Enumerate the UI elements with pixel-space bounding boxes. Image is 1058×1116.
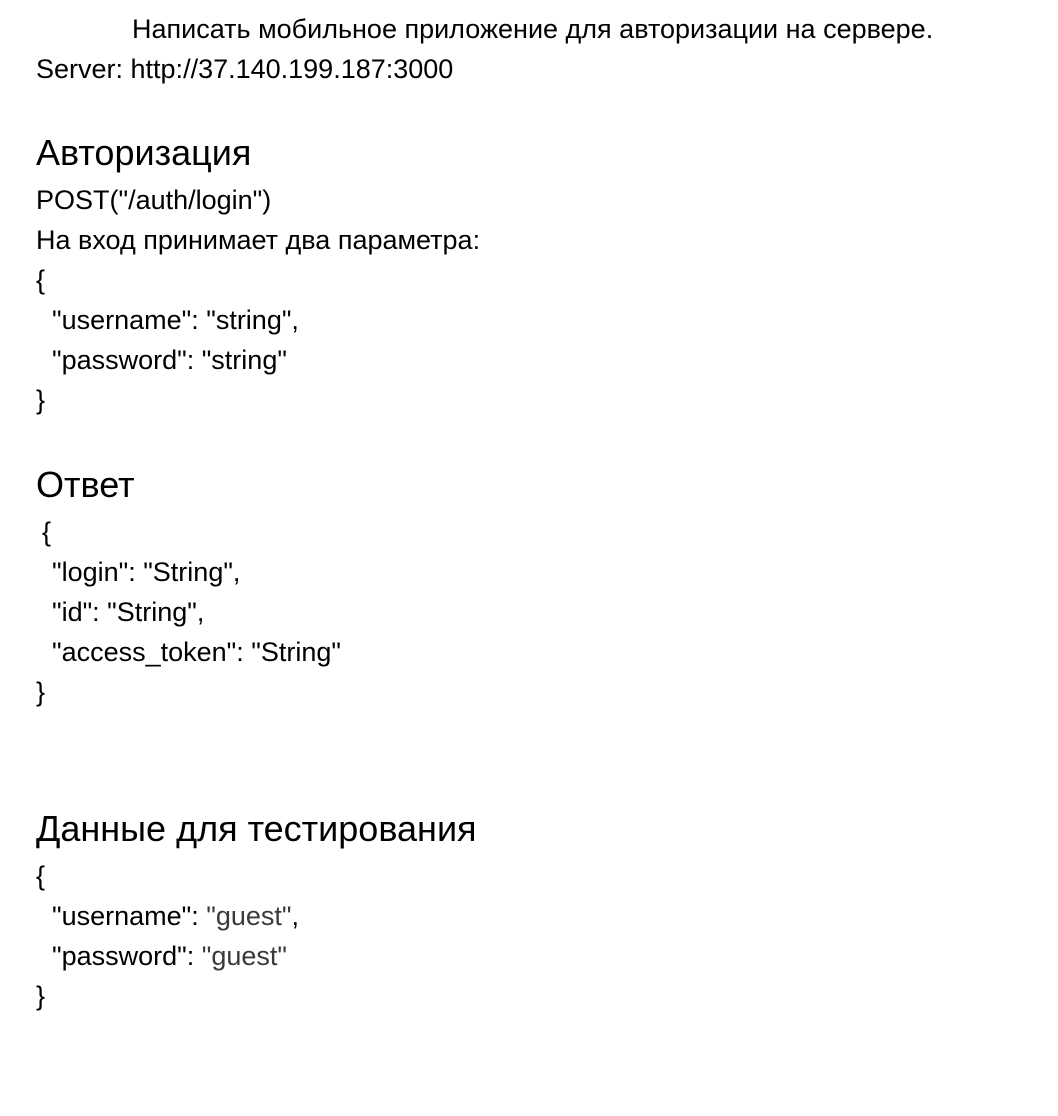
test-data-username-key: "username": — [52, 901, 207, 931]
test-data-open-brace: { — [36, 861, 46, 891]
response-heading: Ответ — [36, 464, 135, 505]
test-data-password — [52, 939, 287, 973]
auth-heading: Авторизация — [36, 132, 252, 173]
test-data-password-key: "password": — [52, 941, 202, 971]
response-token-field: "access_token": "String" — [52, 637, 341, 667]
auth-password-param: "password": "string" — [52, 345, 287, 375]
response-login-field: "login": "String", — [52, 557, 241, 587]
test-data-heading: Данные для тестирования — [36, 808, 477, 849]
auth-description: На вход принимает два параметра: — [36, 225, 481, 255]
response-open-brace: { — [42, 517, 52, 547]
auth-open-brace: { — [36, 265, 46, 295]
response-close-brace: } — [36, 677, 46, 707]
test-data-username — [52, 899, 299, 933]
test-data-username-value: "guest" — [206, 901, 292, 931]
auth-close-brace: } — [36, 385, 46, 415]
test-data-password-value: "guest" — [201, 941, 287, 971]
server-address: Server: http://37.140.199.187:3000 — [36, 54, 454, 84]
response-id-field: "id": "String", — [52, 597, 205, 627]
auth-endpoint: POST("/auth/login") — [36, 185, 272, 215]
test-data-close-brace: } — [36, 981, 46, 1011]
test-data-username-comma: , — [291, 901, 299, 931]
task-description: Написать мобильное приложение для авторизации на сервере. — [132, 14, 934, 44]
auth-username-param: "username": "string", — [52, 305, 299, 335]
